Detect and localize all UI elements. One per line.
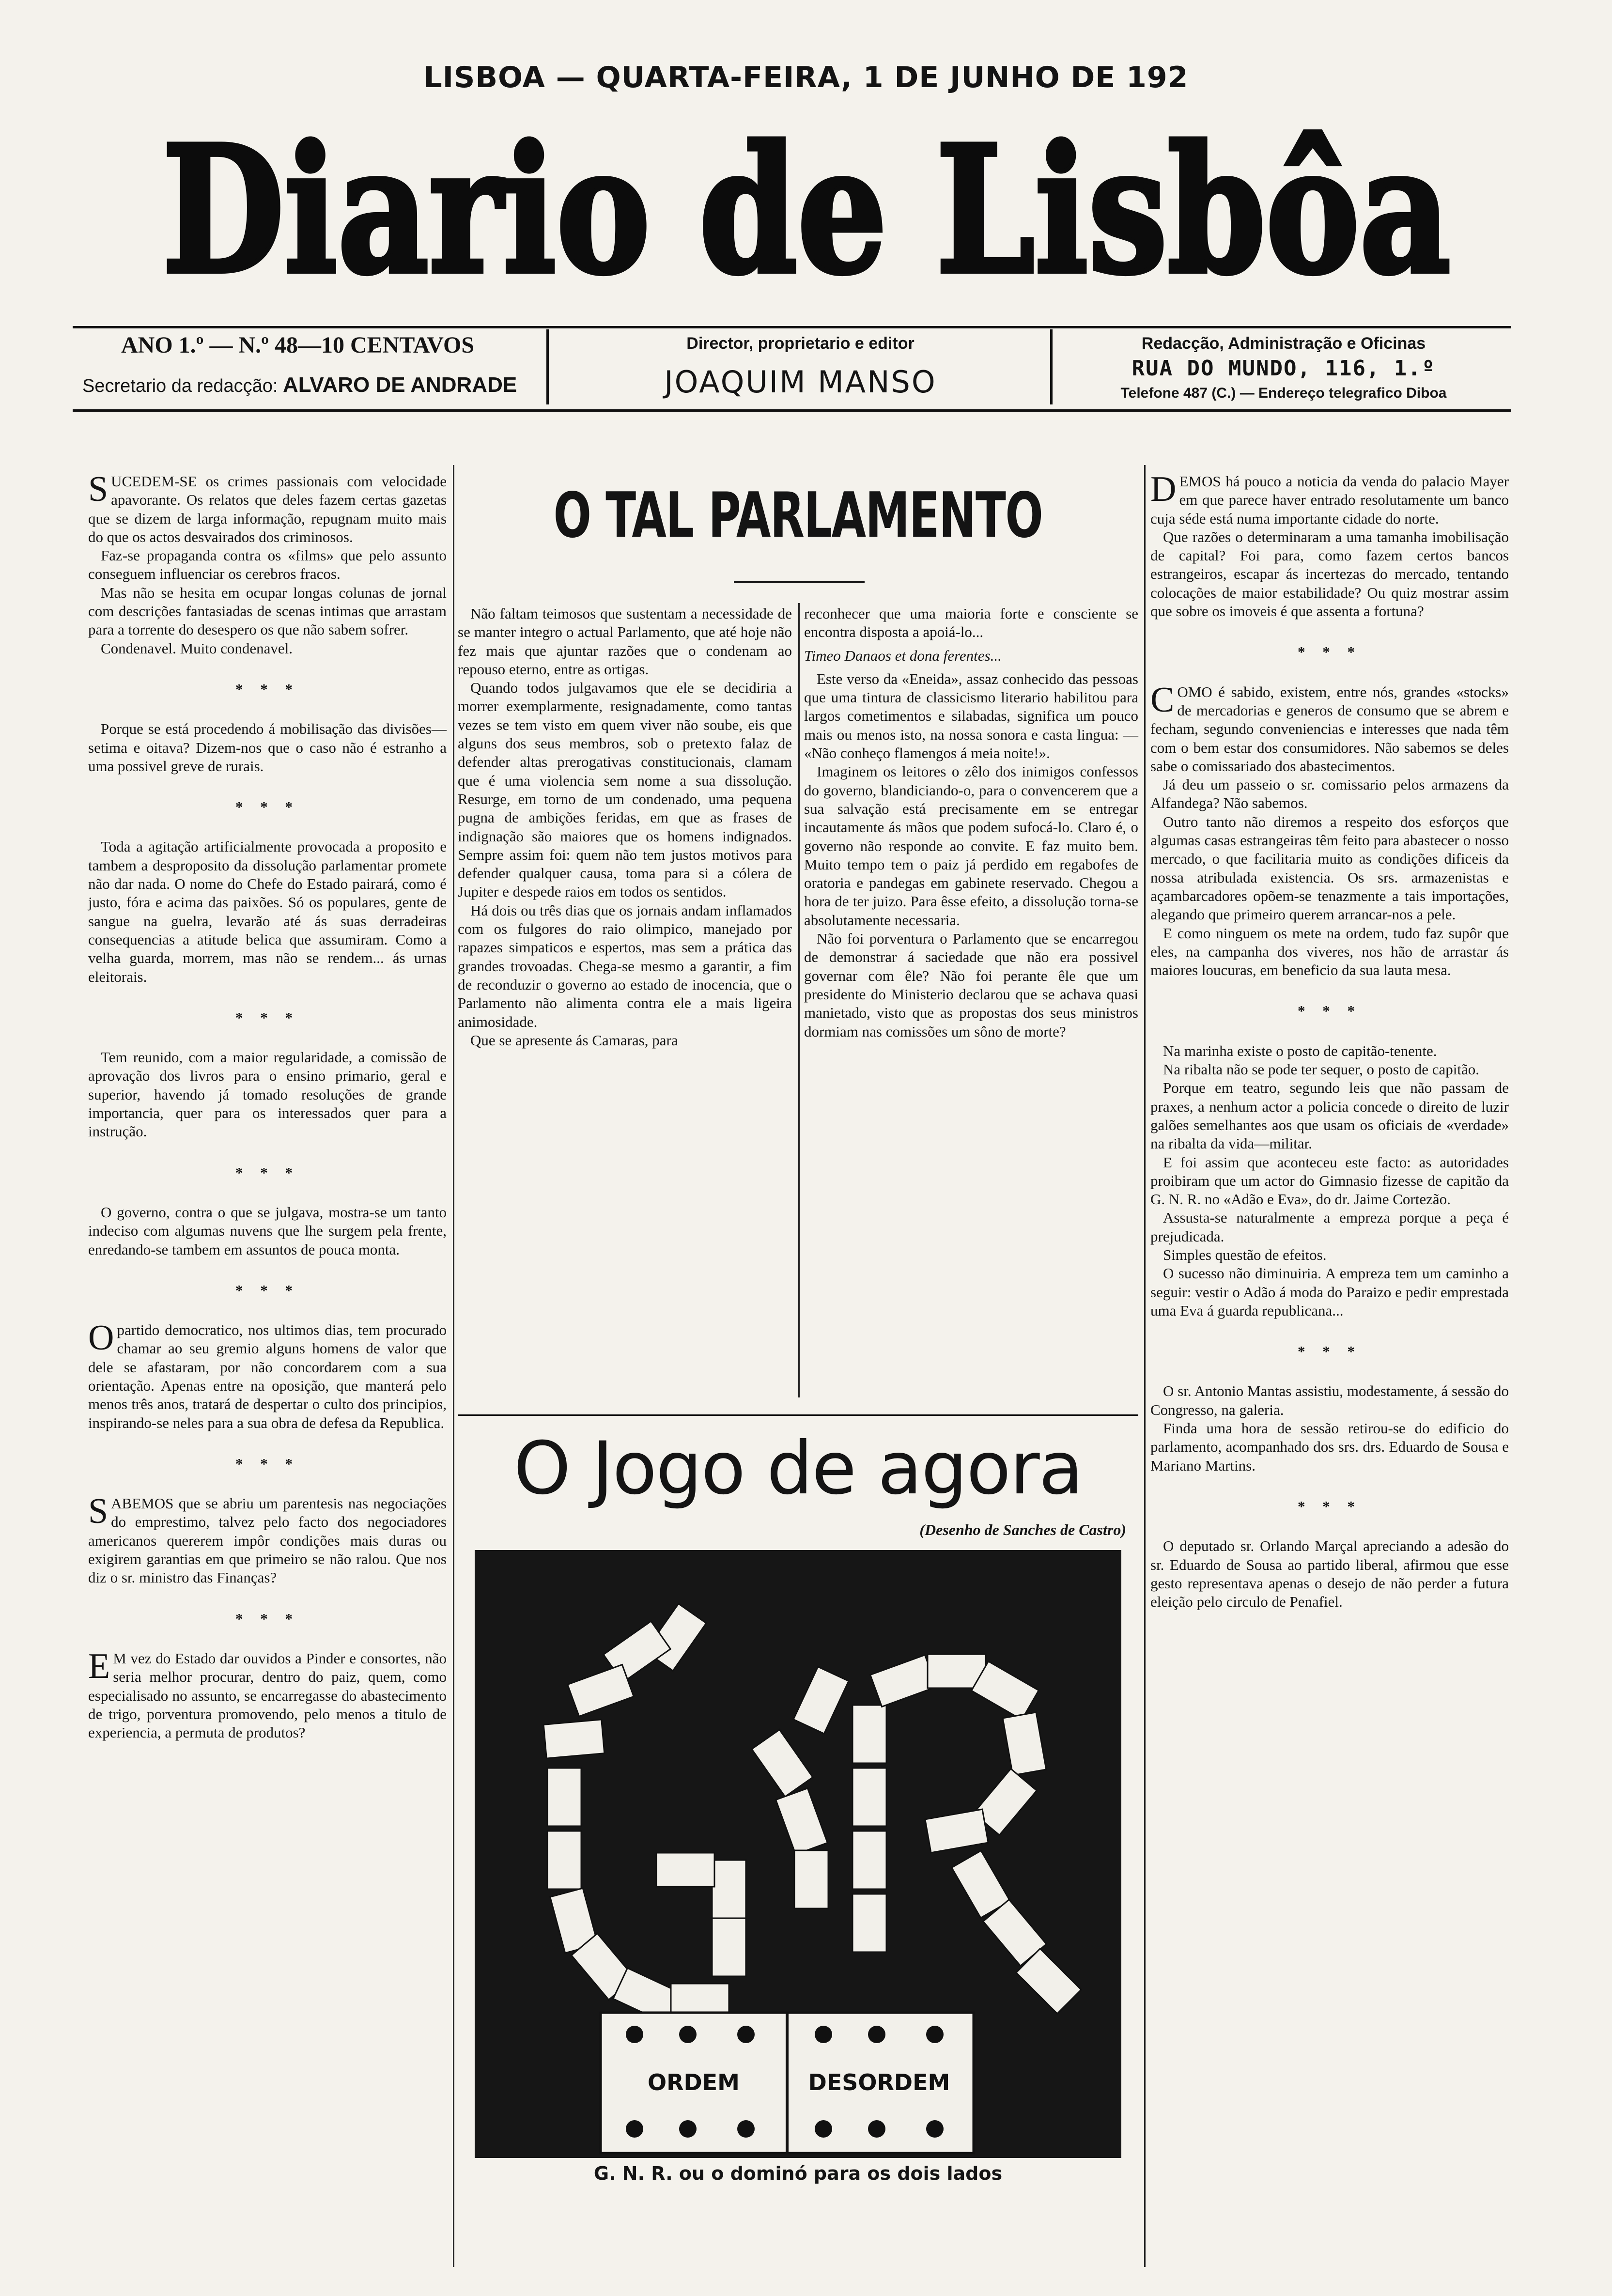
paragraph: Assusta-se naturalmente a empreza porque a peça é prejudicada.: [1150, 1209, 1509, 1245]
office-phone: Telefone 487 (C.) — Endereço telegrafico Diboa: [1120, 385, 1447, 401]
paragraph: DEMOS há pouco a noticia da venda do palacio Mayer em que parece haver entrado resolutamente um banco cuja séde está numa importante cidade do norte.: [1150, 469, 1509, 527]
header-divider: [546, 329, 549, 404]
separator-stars: * * *: [235, 1164, 299, 1181]
cartoon-caption: G. N. R. ou o dominó para os dois lados: [593, 2163, 1003, 2184]
paragraph: reconhecer que uma maioria forte e consciente se encontra disposta a apoiá-lo...: [804, 605, 1138, 641]
column-left: [88, 469, 447, 1742]
paragraph: SABEMOS que se abriu um parentesis nas negociações do emprestimo, talvez pelo facto dos negociadores americanos quererem impôr condições mais duras ou exigirem garantias em que primeiro se não ralou. Que nos diz o sr. ministro das Finanças?: [88, 1491, 447, 1586]
paragraph: E foi assim que aconteceu este facto: as autoridades proibiram que um actor do Gimnasio fizesse de capitão da G. N. R. no «Adão e Eva», do dr. Jaime Cortezão.: [1150, 1153, 1509, 1208]
masthead-title: Diario de Lisbôa: [162, 108, 1451, 312]
paragraph: O sr. Antonio Mantas assistiu, modestamente, á sessão do Congresso, na galeria.: [1150, 1382, 1509, 1418]
paragraph: E como ninguem os mete na ordem, tudo faz supôr que eles, na campanha dos viveres, nos hão de arrastar ás maiores loucuras, em beneficio da sua lauta mesa.: [1150, 924, 1509, 979]
paragraph: Mas não se hesita em ocupar longas colunas de jornal com descrições fantasiadas de scenas intimas que arrastam para a torrente do desespero os que não sabem sofrer.: [88, 584, 447, 638]
column-rule: [1144, 465, 1146, 2267]
paragraph: O governo, contra o que se julgava, mostra-se um tanto indeciso com algumas nuvens que lhe surgem pela frente, enredando-se tambem em assuntos de pouca monta.: [88, 1203, 447, 1258]
paragraph: Toda a agitação artificialmente provocada a proposito e tambem a desproposito da dissolução parlamentar promete não dar nada. O nome do Chefe do Estado pairará, como é justo, fóra e acima das paixões. Só os populares, gente de sangue na guelra, levarão até ás suas derradeiras consequencias a atitude belica que assumiram. Como a velha guarda, morrem, mas não se rendem... ás urnas eleitorais.: [88, 838, 447, 985]
column-rule: [798, 603, 800, 1397]
dateline: LISBOA — QUARTA-FEIRA, 1 DE JUNHO DE 192: [423, 61, 1189, 94]
edition-info: ANO 1.º — N.º 48—10 CENTAVOS: [121, 332, 475, 358]
paragraph: O deputado sr. Orlando Marçal apreciando a adesão do sr. Eduardo de Sousa ao partido liberal, afirmou que esse gesto representava apenas o desejo de não perder a futura eleição pelo circulo de Penafiel.: [1150, 1537, 1509, 1611]
paragraph: Este verso da «Eneida», assaz conhecido das pessoas que uma tintura de classicismo literario habilitou para largos cometimentos e silabadas, significa um pouco mais ou menos isto, na nossa sonora e casta lingua: — «Não conheço flamengos á meia noite!».: [804, 670, 1138, 762]
paragraph: Outro tanto não diremos a respeito dos esforços que algumas casas estrangeiras têm feito para abastecer o nosso mercado, o que facilitaria muito as condições dificeis da nossa atribulada existencia. Os srs. armazenistas e açambarcadores opõem-se tenazmente a tais importações, alegando que primeiro querem arrancar-nos a pele.: [1150, 813, 1509, 923]
paragraph: Já deu um passeio o sr. comissario pelos armazens da Alfandega? Não sabemos.: [1150, 776, 1509, 812]
paragraph: Não faltam teimosos que sustentam a necessidade de se manter integro o actual Parlamento, que até hoje não fez mais que ajuntar razões que o condenam ao repouso eterno, entre as ortigas.: [458, 605, 792, 678]
paragraph: Opartido democratico, nos ultimos dias, tem procurado chamar ao seu gremio alguns homens de valor que dele se afastaram, por não concordarem com a sua orientação. Apenas entre na oposição, que manterá pelo menos três anos, tratará de despertar o culto dos principios, inspirando-se neles para a sua obra de defesa da Republica.: [88, 1318, 447, 1431]
separator-stars: * * *: [235, 1610, 299, 1627]
separator-stars: * * *: [1298, 643, 1362, 661]
paragraph: Na marinha existe o posto de capitão-tenente.: [1163, 1042, 1437, 1059]
paragraph: Na ribalta não se pode ter sequer, o posto de capitão.: [1163, 1061, 1479, 1078]
paragraph: Que razões o determinaram a uma tamanha imobilisação de capital? Foi para, como fazem certos bancos estrangeiros, escapar ás incertezas do mercado, tentando colocações de maior estabilidade? Ou quiz mostrar assim que sobre os imoveis é que assenta a fortuna?: [1150, 528, 1509, 620]
header-divider: [1050, 329, 1053, 404]
article-headline: O TAL PARLAMENTO: [553, 480, 1043, 552]
paragraph: Tem reunido, com a maior regularidade, a comissão de aprovação dos livros para o ensino primario, geral e superior, havendo já tomado resoluções de grande importancia, quer para os interessados quer para a instrução.: [88, 1049, 447, 1140]
separator-stars: * * *: [235, 1281, 299, 1299]
column-rule: [453, 465, 454, 2267]
masthead: [155, 108, 1458, 312]
separator-stars: * * *: [1298, 1343, 1362, 1360]
paragraph: Simples questão de efeitos.: [1163, 1246, 1327, 1263]
secretary-info: [82, 373, 517, 397]
domino-label-left: ORDEM: [648, 2069, 740, 2095]
column-right: [1150, 469, 1509, 1611]
paragraph: Não foi porventura o Parlamento que se encarregou de demonstrar á saciedade que não era possivel governar com êle? Não foi perante êle que um presidente do Ministerio declarou que se achava quasi manietado, visto que as propostas dos seus ministros dormiam nas comissões um sôno de morte?: [804, 930, 1138, 1040]
separator-stars: * * *: [235, 1455, 299, 1472]
paragraph: Quando todos julgavamos que ele se decidiria a morrer exemplarmente, resignadamente, como tantas vezes se tem visto em quem viver não soube, eis que alguns dos seus membros, sob o pretexto falaz de defender altas prerogativas constitucionais, clamam que é uma violencia sem nome a sua dissolução. Resurge, em torno de um condenado, uma pequena pugna de ambições feridas, em que as frases de indignação são maiores que os homens indignados. Sempre assim foi: quem não tem justos motivos para defender qualquer causa, toma para si a cólera de Jupiter e despede raios em todos os sentidos.: [458, 679, 792, 900]
separator-stars: * * *: [235, 798, 299, 816]
paragraph: Imaginem os leitores o zêlo dos inimigos confessos do governo, blandiciando-o, para o convencerem que a sua salvação está precisamente em se entregar incautamente ás mãos que podem sufocá-lo. Claro é, o governo não responde ao convite. E faz muito bem. Muito tempo tem o paiz já perdido em regabofes de oratoria e pandegas em gabinete reservado. Chegou a hora de ter juizo. Para êsse efeito, a dissolução torna-se absolutamente necessaria.: [804, 763, 1138, 929]
column-article-1: [458, 605, 792, 1050]
separator-stars: * * *: [1298, 1497, 1362, 1515]
office-address: RUA DO MUNDO, 116, 1.º: [1132, 356, 1436, 381]
domino-label-right: DESORDEM: [808, 2069, 950, 2095]
paragraph: E M vez do Estado dar ouvidos a Pinder e consortes, não seria melhor procurar, dentro do paiz, quem, como especialisado no assunto, se encarregasse do abastecimento de trigo, porventura promovendo, pelo menos a titulo de experiencia, a permuta de produtos?: [88, 1646, 447, 1741]
cartoon-credit: (Desenho de Sanches de Castro): [919, 1521, 1126, 1538]
paragraph: COMO é sabido, existem, entre nós, grandes «stocks» de mercadorias e generos de consumo que se abrem e fecham, segundo conveniencias e interesses que nada têm com o bem estar dos consumidores. Não sabemos se deles sabe o comissariado dos abastecimentos.: [1150, 680, 1509, 775]
paragraph: Há dois ou três dias que os jornais andam inflamados com os fulgores do raio olimpico, manejado por rapazes simpaticos e espertos, mas sem a prática das grandes trovoadas. Chega-se mesmo a garantir, a fim de reconduzir o governo ao estado de inocencia, que o Parlamento não alimenta contra ele a mais ligeira animosidade.: [458, 901, 792, 1030]
director-name: JOAQUIM MANSO: [664, 364, 937, 400]
paragraph: O sucesso não diminuiria. A empreza tem um caminho a seguir: vestir o Adão á moda do Paraizo e pedir emprestada uma Eva á guarda republicana...: [1150, 1265, 1509, 1319]
domino-drawing: [475, 1550, 1121, 2158]
secretary-label: Secretario da redacção:: [82, 376, 278, 396]
paragraph: Finda uma hora de sessão retirou-se do edificio do parlamento, acompanhado dos srs. drs. Eduardo de Sousa e Mariano Martins.: [1150, 1420, 1509, 1474]
paragraph: Porque se está procedendo á mobilisação das divisões—setima e oitava? Dizem-nos que o caso não é estranho a uma possivel greve de rurais.: [88, 720, 447, 775]
cartoon-illustration: [475, 1550, 1121, 2158]
office-label: Redacção, Administração e Oficinas: [1141, 334, 1426, 353]
separator-stars: * * *: [1298, 1002, 1362, 1020]
paragraph: Porque em teatro, segundo leis que não passam de praxes, a nenhum actor a policia concede o direito de luzir galões semelhantes aos que usam os oficiais de «verdade» na ribalta da vida—militar.: [1150, 1079, 1509, 1152]
director-label: Director, proprietario e editor: [686, 334, 914, 353]
separator-stars: * * *: [235, 680, 299, 698]
column-article-2: [804, 605, 1138, 1041]
paragraph: SUCEDEM-SE os crimes passionais com velocidade apavorante. Os relatos que deles fazem certas gazetas que se dizem de larga informação, repugnam muito mais do que os actos desvairados dos criminosos.: [88, 469, 447, 545]
paragraph: Que se apresente ás Camaras, para: [470, 1031, 678, 1049]
headline-ornament: [734, 581, 865, 588]
latin-quote: Timeo Danaos et dona ferentes...: [804, 647, 1002, 664]
paragraph: Condenavel. Muito condenavel.: [101, 639, 293, 657]
box-rule: [458, 1414, 1138, 1416]
cartoon-title: O Jogo de agora: [513, 1427, 1083, 1511]
separator-stars: * * *: [235, 1008, 299, 1026]
paragraph: Faz-se propaganda contra os «films» que pelo assunto conseguem influenciar os cerebros fracos.: [88, 547, 447, 583]
secretary-name: ALVARO DE ANDRADE: [283, 373, 517, 397]
